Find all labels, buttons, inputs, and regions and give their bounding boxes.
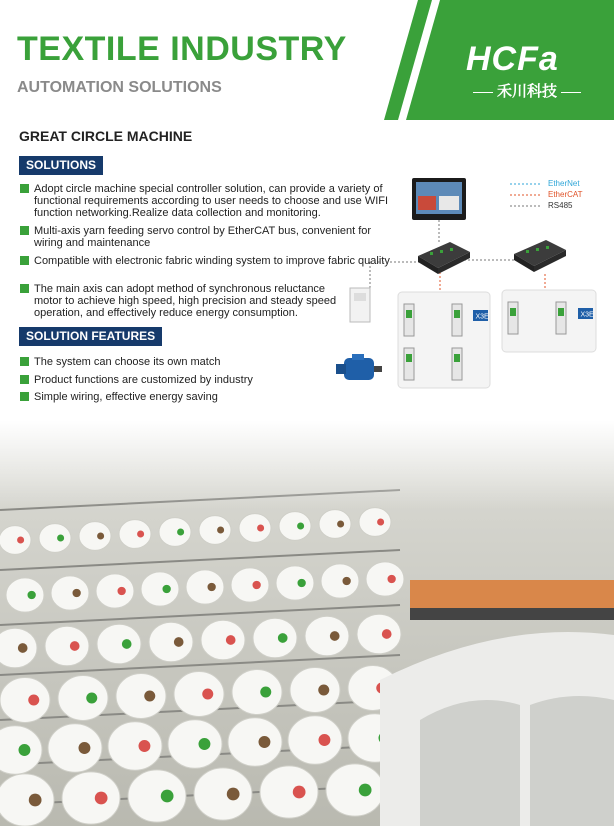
brand-logo-cn-text: 禾川科技 (496, 83, 557, 100)
textile-factory-photo (0, 420, 614, 826)
solution-item-text: The main axis can adopt method of synchronous reluctance motor to achieve high speed, high precision and steady speed operation, and effectively reduce energy consumption. (34, 283, 337, 319)
bullet-square-icon (20, 392, 29, 401)
feature-item-text: The system can choose its own match (34, 356, 221, 368)
feature-item-text: Product functions are customized by industry (34, 374, 253, 386)
brand-logo-cn (462, 80, 592, 101)
motor-icon (336, 354, 382, 380)
solution-item (20, 283, 354, 319)
hmi-touchscreen-icon (412, 178, 466, 220)
servo-drive-group-2 (502, 290, 596, 352)
x3e-label-1: X3E (475, 313, 489, 321)
bullet-square-icon (20, 226, 29, 235)
solution-item-text: Multi-axis yarn feeding servo control by EtherCAT bus, convenient for wiring and maintenance (34, 225, 372, 249)
bullet-square-icon (20, 375, 29, 384)
legend-ethernet: EtherNet (548, 179, 580, 188)
legend-ethercat: EtherCAT (548, 190, 583, 199)
system-diagram (330, 172, 614, 394)
page-subtitle: AUTOMATION SOLUTIONS (17, 79, 222, 96)
solution-item-text: Adopt circle machine special controller solution, can provide a variety of functional requirements according to user needs to choose and use WIFI function networking.Realize data collection and monitoring. (34, 183, 389, 219)
bullet-square-icon (20, 357, 29, 366)
solution-item-text: Compatible with electronic fabric winding system to improve fabric quality (34, 255, 390, 267)
bullet-square-icon (20, 284, 29, 293)
legend-rs485: RS485 (548, 201, 573, 210)
controller-1-icon (418, 242, 470, 274)
solution-features-tag: SOLUTION FEATURES (19, 327, 162, 346)
brand-logo: HCFa (466, 40, 559, 78)
inverter-icon (350, 288, 370, 322)
bullet-square-icon (20, 256, 29, 265)
controller-2-icon (514, 240, 566, 272)
network-legend (510, 179, 583, 210)
page-title: TEXTILE INDUSTRY (17, 30, 347, 68)
bullet-square-icon (20, 184, 29, 193)
servo-drive-group-1 (398, 292, 490, 388)
feature-item-text: Simple wiring, effective energy saving (34, 391, 218, 403)
machine-title: GREAT CIRCLE MACHINE (19, 128, 193, 144)
x3e-label-2: X3E (580, 311, 594, 319)
solutions-tag: SOLUTIONS (19, 156, 103, 175)
